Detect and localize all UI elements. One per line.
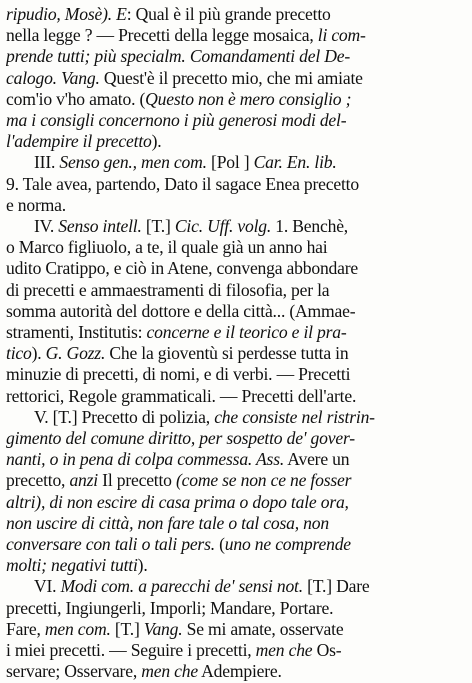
italic-text: concerne e il teorico e il pra-	[146, 322, 347, 342]
roman-text: V. [T.] Precetto di polizia,	[34, 406, 215, 427]
roman-text: III.	[34, 152, 60, 173]
roman-text: [T.]	[141, 216, 175, 236]
roman-text: Se mi amate, osservate	[182, 618, 344, 639]
italic-text: men com.	[44, 618, 111, 639]
roman-text: minuzie di precetti, di nomi, e di verbi. — Precetti	[6, 364, 351, 385]
italic-text: non uscire di città, non fare tale o tal cosa, non	[6, 512, 329, 533]
italic-text: men che	[141, 661, 198, 682]
roman-text: VI.	[34, 576, 61, 597]
italic-text: nanti, o in pena di colpa commessa. Ass.	[6, 449, 285, 470]
italic-text: conversare con tali o tali pers.	[6, 534, 215, 554]
italic-text: ripudio, Mosè).	[6, 4, 117, 24]
italic-text: Senso gen., men com.	[59, 152, 207, 173]
italic-text: (come se non ce ne fosser	[175, 470, 352, 491]
italic-text: tico	[6, 343, 32, 364]
italic-text: G. Gozz.	[45, 343, 106, 364]
roman-text: o Marco figliuolo, a te, il quale già un anno hai	[6, 237, 328, 258]
italic-text: Vang.	[143, 618, 183, 639]
italic-text: Car. En. lib.	[253, 152, 337, 173]
italic-text: calogo. Vang.	[6, 67, 100, 88]
roman-text: somma autorità del dottore e della città... (Ammae-	[6, 300, 356, 321]
roman-text: rettorici, Regole grammaticali. — Precetti dell'arte.	[6, 385, 357, 406]
italic-text: prende tutti; più specialm. Comandamenti del De-	[6, 46, 351, 67]
italic-text: men che	[255, 640, 313, 660]
italic-text: anzi	[69, 470, 98, 491]
roman-text: [T.]	[110, 618, 144, 639]
roman-text: IV.	[34, 216, 59, 236]
italic-text: E	[116, 4, 127, 24]
roman-text: nella legge ? — Precetti della legge mosaica,	[6, 25, 318, 46]
italic-text: li com-	[317, 25, 366, 46]
italic-text: altri), di non escire di casa prima o dopo tale ora,	[6, 491, 349, 512]
roman-text: 9. Tale avea, partendo, Dato il sagace Enea precetto	[6, 173, 359, 194]
roman-text: precetto,	[6, 470, 70, 491]
roman-text: (	[214, 534, 225, 554]
roman-text: i miei precetti. — Seguire i precetti,	[6, 640, 256, 660]
roman-text: Quest'è il precetto mio, che mi amiate	[99, 67, 363, 88]
roman-text: e norma.	[6, 194, 66, 215]
roman-text: : Qual è il più grande precetto	[126, 4, 331, 24]
italic-text: Cic. Uff. volg.	[174, 216, 272, 236]
italic-text: che consiste nel ristrin-	[214, 406, 375, 427]
roman-text: Adempiere.	[197, 661, 282, 682]
roman-text: 1. Benchè,	[271, 216, 349, 236]
roman-text: precetti, Ingiungerli, Imporli; Mandare, Portare.	[6, 597, 334, 618]
italic-text: Questo non è mero consiglio ;	[145, 88, 352, 109]
roman-text: ).	[31, 343, 46, 364]
italic-text: ma i consigli concernono i più generosi modi del-	[6, 110, 347, 130]
roman-text: [Pol ]	[206, 152, 254, 173]
italic-text: molti; negativi tutti	[6, 555, 138, 576]
roman-text: ).	[151, 131, 162, 152]
roman-text: udito Cratippo, e ciò in Atene, convenga abbondare	[6, 258, 359, 279]
roman-text: Os-	[312, 640, 342, 660]
italic-text: uno ne comprende	[224, 534, 351, 554]
line-fit	[6, 659, 282, 683]
roman-text: Fare,	[6, 618, 45, 639]
italic-text: Senso intell.	[58, 216, 142, 236]
roman-text: Avere un	[284, 449, 350, 470]
roman-text: [T.] Dare	[302, 576, 370, 597]
roman-text: di precetti e ammaestramenti di filosofia, per la	[6, 279, 330, 300]
roman-text: Che la gioventù si perdesse tutta in	[105, 343, 349, 364]
italic-text: Modi com. a parecchi de' sensi not.	[60, 576, 303, 597]
roman-text: com'io v'ho amato. (	[6, 88, 146, 109]
roman-text: servare; Osservare,	[6, 661, 142, 682]
roman-text: ).	[137, 555, 148, 576]
italic-text: l'adempire il precetto	[6, 131, 152, 152]
roman-text: stramenti, Institutis:	[6, 322, 147, 342]
text-line	[6, 659, 466, 683]
italic-text: gimento del comune diritto, per sospetto de' gover-	[6, 428, 355, 448]
roman-text: Il precetto	[97, 470, 176, 491]
